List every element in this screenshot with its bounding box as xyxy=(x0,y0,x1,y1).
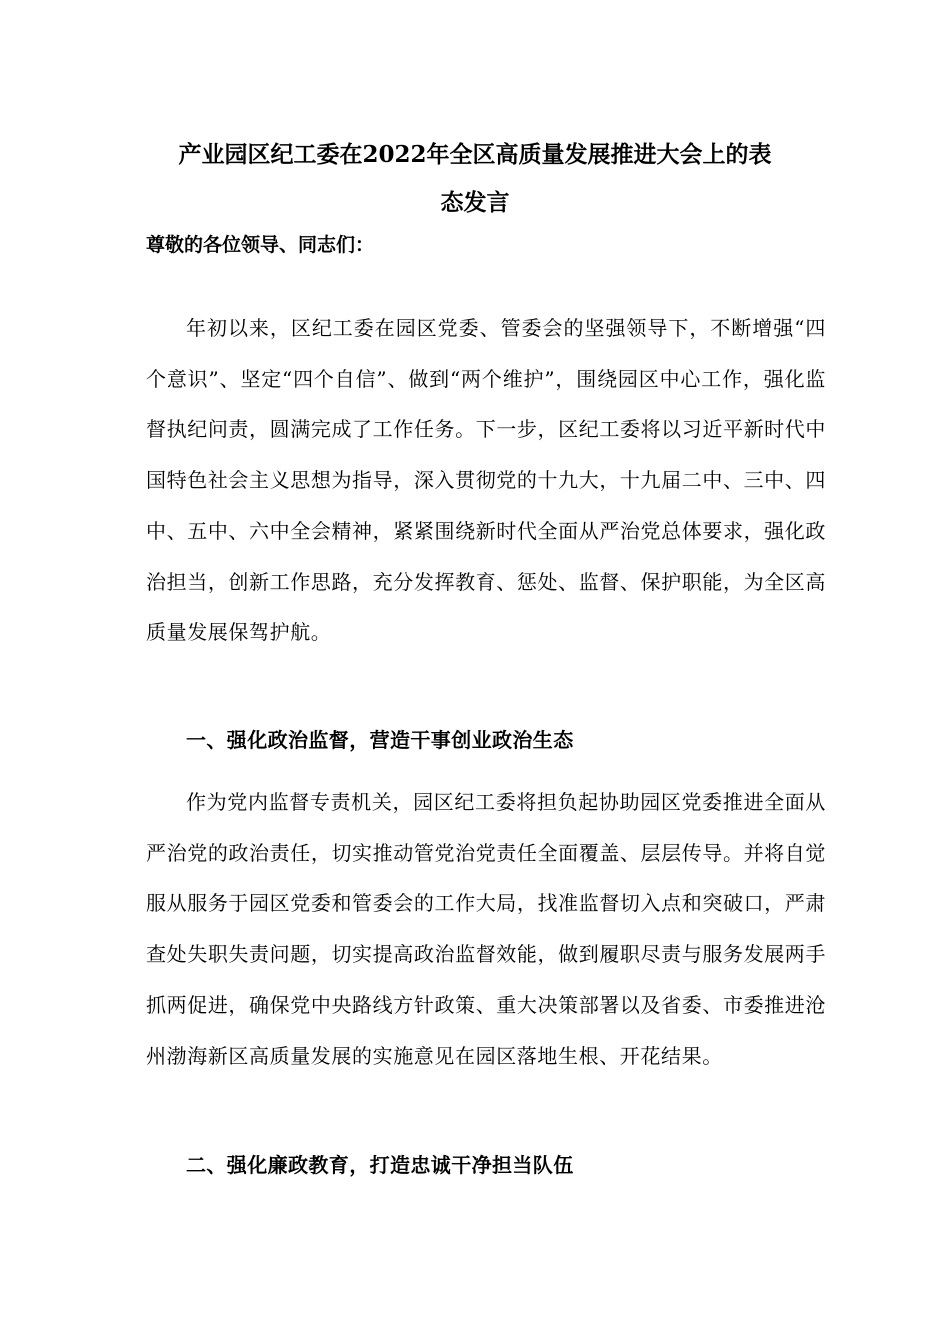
salutation: 尊敬的各位领导、同志们： xyxy=(146,234,375,256)
intro-paragraph: 年初以来，区纪工委在园区党委、管委会的坚强领导下，不断增强“四个意识”、坚定“四个自信”、做到“两个维护”，围绕园区中心工作，强化监督执纪问责，圆满完成了工作任务。下一步，区纪工委将以习近平新时代中国特色社会主义思想为指导，深入贯彻党的十九大，十九届二中、三中、四中、五中、六中全会精神，紧紧围绕新时代全面从严治党总体要求，强化政治担当，创新工作思路，充分发挥教育、惩处、监督、保护职能，为全区高质量发展保驾护航。 xyxy=(146,316,826,645)
section-2-heading: 二、强化廉政教育，打造忠诚干净担当队伍 xyxy=(186,1153,574,1177)
document-title-line-1: 产业园区纪工委在2022年全区高质量发展推进大会上的表 xyxy=(178,141,772,168)
document-title-line-2: 态发言 xyxy=(440,189,510,216)
section-1-paragraph: 作为党内监督专责机关，园区纪工委将担负起协助园区党委推进全面从严治党的政治责任，切实推动管党治党责任全面覆盖、层层传导。并将自觉服从服务于园区党委和管委会的工作大局，找准监督切入点和突破口，严肃查处失职失责问题，切实提高政治监督效能，做到履职尽责与服务发展两手抓两促进，确保党中央路线方针政策、重大决策部署以及省委、市委推进沧州渤海新区高质量发展的实施意见在园区落地生根、开花结果。 xyxy=(146,790,826,1068)
section-1-heading: 一、强化政治监督，营造干事创业政治生态 xyxy=(186,728,574,752)
